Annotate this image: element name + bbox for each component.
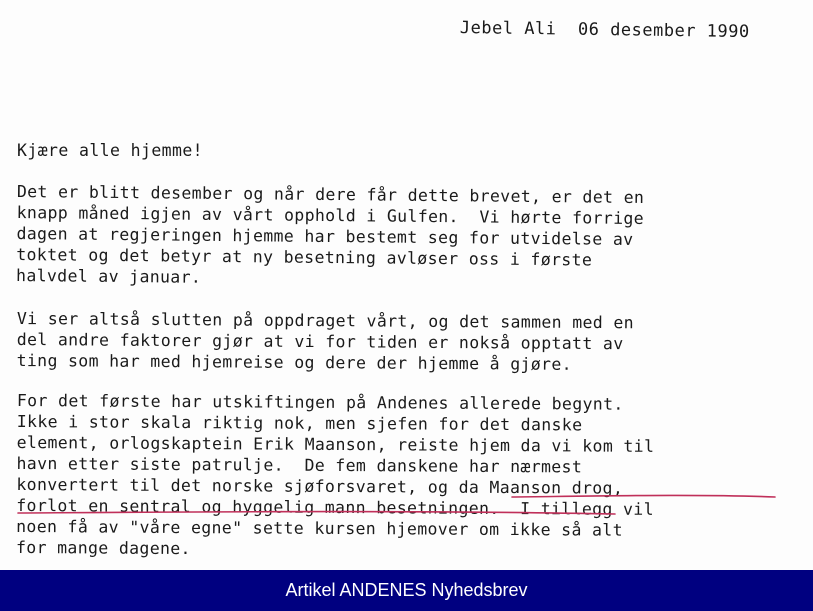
caption-bar xyxy=(0,570,813,611)
letter-paragraph-1 xyxy=(16,181,644,292)
letter-salutation: Kjære alle hjemme! xyxy=(17,141,204,160)
letter-line: toktet og det betyr at ny besetning avløser oss i første xyxy=(16,244,593,270)
letter-line: havn etter siste patrulje. De fem danskene har nærmest xyxy=(16,453,583,477)
letter-line: dagen at regjeringen hjemme har bestemt seg for utvidelse av xyxy=(16,223,634,249)
letter-line: halvdel av januar. xyxy=(16,265,202,287)
caption-text: Artikel ANDENES Nyhedsbrev xyxy=(285,580,528,600)
letter-line: element, orlogskaptein Erik Maanson, reiste hjem da vi kom til xyxy=(16,432,655,456)
letter-line: Det er blitt desember og når dere får dette brevet, er det en xyxy=(16,181,645,208)
letter-line: knapp måned igjen av vårt opphold i Gulfen. Vi hørte forrige xyxy=(16,202,645,229)
letter-dateline: Jebel Ali 06 desember 1990 xyxy=(459,18,750,43)
letter-line: Vi ser altså slutten på oppdraget vårt, og det sammen med en xyxy=(16,308,635,333)
letter-line: Ikke i stor skala riktig nok, men sjefen for det danske xyxy=(16,411,583,435)
letter-line: For det første har utskiftingen på Andenes allerede begynt. xyxy=(16,390,624,414)
letter-line: forlot en sentral og hyggelig mann besetningen. I tillegg vil xyxy=(16,495,654,519)
letter-line: noen få av "våre egne" sette kursen hjemover om ikke så alt xyxy=(16,516,623,540)
letter-line: del andre faktorer gjør at vi for tiden er nokså opptatt av xyxy=(16,329,624,354)
letter-paragraph-3 xyxy=(16,390,655,562)
letter-line: ting som har med hjemreise og dere der hjemme å gjøre. xyxy=(16,350,573,374)
letter-line: for mange dagene. xyxy=(15,537,191,559)
letter-paragraph-2 xyxy=(17,308,634,375)
letter-line: konvertert til det norske sjøforsvaret, og da Maanson drog, xyxy=(16,474,624,498)
